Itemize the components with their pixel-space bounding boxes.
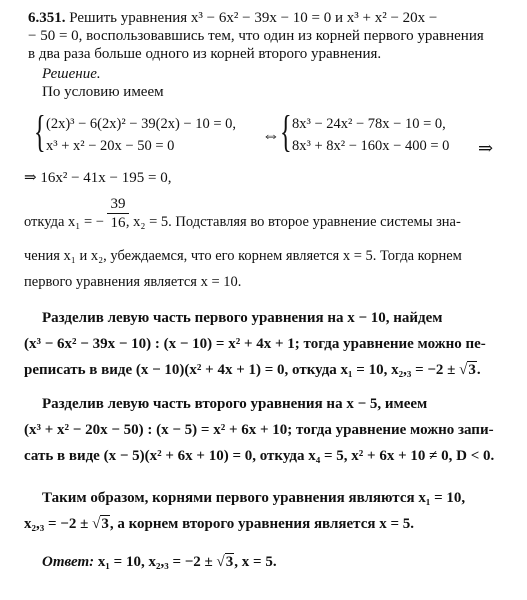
part1-line-3-end: . [476,362,481,378]
sqrt-3-answer: 3 [225,554,234,570]
answer-text: x₁ = 10, x₂,₃ = −2 ± √ [94,554,225,570]
answer-text-end: , x = 5. [234,554,277,570]
conclusion-line-2-end: , а корнем второго уравнения является x = 5. [109,516,415,532]
part2-line-3: сать в виде (x − 5)(x² + 6x + 10) = 0, откуда x₄ = 5, x² + 6x + 10 ≠ 0, D < 0. [24,448,495,464]
problem-line-2: − 50 = 0, воспользовавшись тем, что один из корней первого уравнения [28,28,484,44]
system1-eq1: (2x)³ − 6(2x)² − 39(2x) − 10 = 0, [46,116,237,132]
system2-eq1: 8x³ − 24x² − 78x − 10 = 0, [292,116,446,132]
result-equation: ⇒ 16x² − 41x − 195 = 0, [24,170,172,186]
conclusion-line-1: Таким образом, корнями первого уравнения являются x₁ = 10, [42,490,466,506]
conclusion-line-2 [24,514,414,534]
part2-line-1: Разделив левую часть второго уравнения на x − 5, имеем [42,396,428,412]
system-brace-left: { [34,107,46,156]
solution-para-2: чения x₁ и x₂, убеждаемся, что его корнем является x = 5. Тогда корнем [24,248,462,264]
part1-line-2: (x³ − 6x² − 39x − 10) : (x − 10) = x² + 4x + 1; тогда уравнение можно пе- [24,336,486,352]
solution-intro: По условию имеем [42,84,164,100]
conclusion-line-2-text: x₂,₃ = −2 ± √ [24,516,101,532]
problem-number: 6.351. [28,10,66,26]
roots-post: , x₂ = 5. Подставляя во второе уравнение системы зна- [125,214,461,230]
solution-para-3: первого уравнения является x = 10. [24,274,242,290]
answer-line [42,552,277,572]
fraction-numerator: 39 [110,196,126,212]
fraction-denominator: 16 [110,215,126,231]
roots-pre: откуда x₁ = − [24,214,104,230]
sqrt-3: 3 [468,362,476,378]
fraction-39-16 [107,196,129,231]
part1-line-3-text: реписать в виде (x − 10)(x² + 4x + 1) = 0, откуда x₁ = 10, x₂,₃ = −2 ± √ [24,362,468,378]
solution-heading: Решение. [42,66,101,82]
answer-label: Ответ: [42,554,95,570]
part1-line-1: Разделив левую часть первого уравнения на x − 10, найдем [42,310,443,326]
problem-text-1: Решить уравнения x³ − 6x² − 39x − 10 = 0 и x³ + x² − 20x − [69,10,438,26]
roots-line [24,212,461,232]
problem-line-1 [28,8,437,28]
sqrt-3-conclusion: 3 [101,516,109,532]
problem-line-3: в два раза больше одного из корней второго уравнения. [28,46,382,62]
system2-eq2: 8x³ + 8x² − 160x − 400 = 0 [292,138,450,154]
part1-line-3 [24,360,481,380]
system1-eq2: x³ + x² − 20x − 50 = 0 [46,138,175,154]
equivalence-arrow: ⇔ [262,125,280,145]
implies-arrow: ⇒ [478,138,494,158]
system-brace-right: { [280,107,292,156]
part2-line-2: (x³ + x² − 20x − 50) : (x − 5) = x² + 6x + 10; тогда уравнение можно запи- [24,422,494,438]
